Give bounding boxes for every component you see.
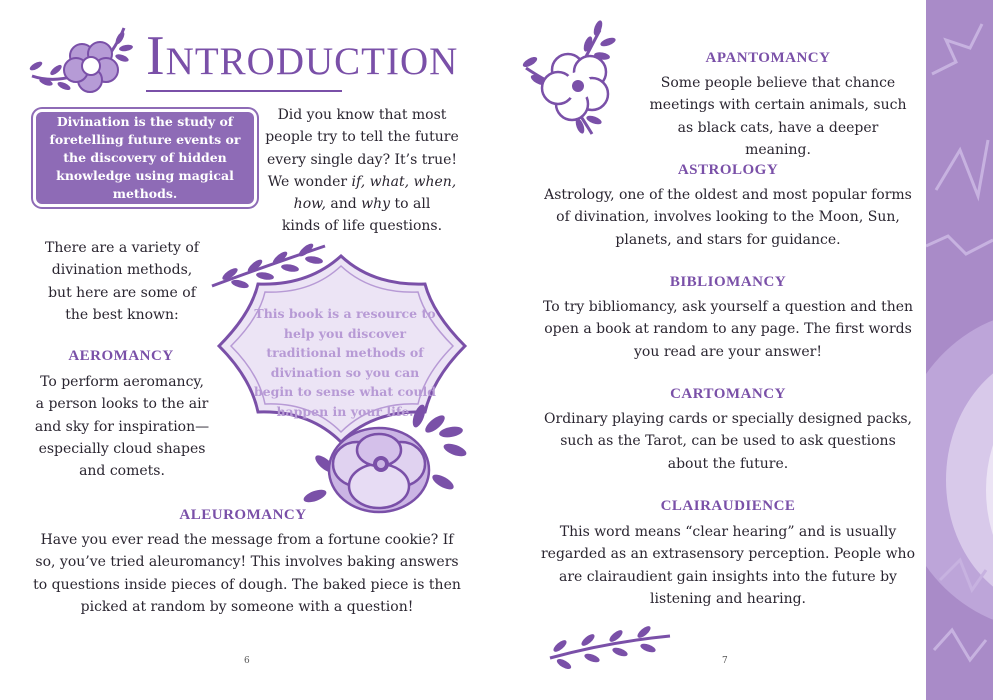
leaf-sprig-icon xyxy=(548,628,674,668)
page-number: 7 xyxy=(722,656,728,666)
section-heading: CARTOMANCY xyxy=(670,386,786,402)
intro-emphasis: when, xyxy=(413,173,457,190)
section-text: Ordinary playing cards or specially designed packs, such as the Tarot, can be used to ask questions about the future. xyxy=(544,411,912,472)
section-text: Astrology, one of the oldest and most popular forms of divination, involves looking to the Moon, Sun, planets, and stars for guidance. xyxy=(544,187,912,248)
definition-callout xyxy=(36,112,254,204)
intro-line: Did you know that most xyxy=(277,107,447,123)
flower-ornament-icon xyxy=(522,20,632,140)
section-text: This word means “clear hearing” and is usually regarded as an extrasensory perception. People who are clairaudient gain insights into the future by listening and hearing. xyxy=(540,524,915,607)
section-heading: CLAIRAUDIENCE xyxy=(660,498,796,514)
star-pattern-icon xyxy=(926,0,993,700)
decorative-side-band xyxy=(926,0,993,700)
page-number: 6 xyxy=(244,656,250,666)
right-page xyxy=(498,0,926,700)
section-text: Some people believe that chance meetings with certain animals, such as black cats, have a deeper meaning. xyxy=(649,75,907,158)
aleuromancy-text: Have you ever read the message from a fortune cookie? If so, you’ve tried aleuromancy! This involves baking answers to questions inside pieces of dough. The baked piece is then picked at random by someone with a question! xyxy=(33,532,461,615)
title-underline xyxy=(146,90,342,92)
intro-text: to all xyxy=(390,196,431,213)
page-title: Introduction xyxy=(146,25,459,87)
section-heading: BIBLIOMANCY xyxy=(669,274,787,290)
variety-paragraph: There are a variety of divination methods, but here are some of the best known: xyxy=(45,240,199,323)
section-heading-aleuromancy: ALEUROMANCY xyxy=(179,507,307,523)
intro-emphasis: how, xyxy=(293,196,326,213)
callout-text: Divination is the study of foretelling future events or the discovery of hidden knowledge using magical methods. xyxy=(49,114,241,201)
section-heading: ASTROLOGY xyxy=(677,162,779,178)
section-heading-aeromancy: AEROMANCY xyxy=(68,348,174,364)
peony-icon xyxy=(295,404,475,524)
flower-ornament-icon xyxy=(22,26,142,106)
intro-line: people try to tell the future xyxy=(265,129,459,146)
section-heading: APANTOMANCY xyxy=(705,50,831,66)
section-text: To try bibliomancy, ask yourself a question and then open a book at random to any page. The first words you read are your answer! xyxy=(542,299,914,360)
intro-paragraph xyxy=(262,104,462,238)
aeromancy-text: To perform aeromancy, a person looks to the air and sky for inspiration—especially cloud shapes and comets. xyxy=(34,374,210,480)
intro-line xyxy=(262,171,462,193)
intro-text: and xyxy=(325,196,362,213)
intro-line: every single day? It’s true! xyxy=(266,151,458,168)
intro-text: We wonder xyxy=(267,173,352,190)
intro-emphasis: what, xyxy=(369,173,410,190)
intro-emphasis: why xyxy=(361,196,391,213)
frame-text: This book is a resource to help you discover traditional methods of divination so you can begin to sense what could happen in your life. xyxy=(253,306,437,419)
intro-line: kinds of life questions. xyxy=(281,218,443,235)
intro-emphasis: if, xyxy=(351,173,366,190)
intro-line xyxy=(262,193,462,215)
